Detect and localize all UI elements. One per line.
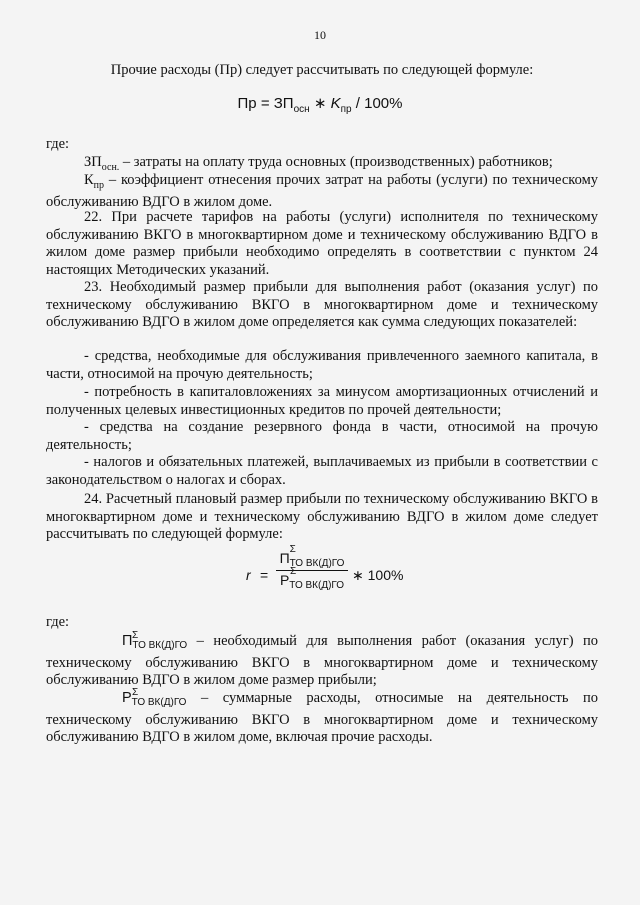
formula1-zp: ЗП xyxy=(273,95,294,112)
formula2-den-sigma: Σ xyxy=(289,566,297,577)
paragraph-22: 22. При расчете тарифов на работы (услуги) исполнителя по техническому обслуживанию ВКГО в многоквартирном доме и техническому обслуживанию ВДГО в жилом доме размер прибыли необходимо определять в соответствии с пунктом 24 настоящих Методических указаний. xyxy=(46,209,598,278)
def-k-sub: пр xyxy=(93,179,105,191)
bullet-reserve-fund: - средства на создание резервного фонда в части, относимой на прочую деятельность; xyxy=(46,419,598,453)
where-label-1: где: xyxy=(46,136,70,152)
formula1-eq: = xyxy=(260,95,270,112)
def-r-text: – суммарные расходы, относимые на деятельность по техническому обслуживанию ВКГО в многоквартирном доме и техническому обслуживанию ВДГО в жилом доме, включая прочие расходы. xyxy=(46,690,598,746)
def-p-sigma: Σ xyxy=(132,630,139,641)
formula-other-expenses xyxy=(0,94,640,115)
definition-k xyxy=(46,172,598,212)
formula1-lhs: Пр xyxy=(237,95,257,112)
def-r-sub: ТО ВК(Д)ГО xyxy=(131,697,187,708)
def-k-text: – коэффициент отнесения прочих затрат на работы (услуги) по техническому обслуживанию ВДГО в жилом доме. xyxy=(46,172,598,211)
fraction-bar xyxy=(276,570,348,571)
formula2-fraction xyxy=(276,544,348,591)
formula2-num-sigma: Σ xyxy=(289,544,296,555)
formula1-k: K xyxy=(330,95,341,112)
page-number: 10 xyxy=(314,28,326,42)
formula2-den-symbol: Р xyxy=(279,572,290,588)
formula1-tail: / 100% xyxy=(355,95,403,112)
where-label-2: где: xyxy=(46,614,70,630)
formula2-num-sub: ТО ВК(Д)ГО xyxy=(289,558,345,569)
def-zp-text: – затраты на оплату труда основных (производственных) работников; xyxy=(119,154,553,170)
def-p-sub: ТО ВК(Д)ГО xyxy=(132,640,188,651)
def-r-sigma: Σ xyxy=(132,687,139,698)
def-k-symbol: К xyxy=(84,172,94,188)
formula1-zp-sub: осн xyxy=(293,104,310,115)
def-p-symbol: П xyxy=(122,633,133,649)
intro-paragraph: Прочие расходы (Пр) следует рассчитывать по следующей формуле: xyxy=(110,62,534,78)
formula2-numerator xyxy=(276,544,348,569)
definition-profit xyxy=(46,630,598,690)
def-zp-sub: осн. xyxy=(101,161,120,173)
formula2-denominator xyxy=(276,566,348,591)
definition-expenses xyxy=(46,687,598,747)
def-r-symbol: Р xyxy=(122,690,132,706)
formula2-eq: = xyxy=(260,567,269,583)
def-p-text: – необходимый для выполнения работ (оказания услуг) по техническому обслуживанию ВКГО в многоквартирном доме и техническому обслуживанию ВДГО в жилом доме размер прибыли; xyxy=(46,633,598,689)
formula2-lhs: r xyxy=(246,567,251,583)
bullet-loan-capital: - средства, необходимые для обслуживания привлеченного заемного капитала, в части, относимой на прочую деятельность; xyxy=(46,348,598,382)
bullet-taxes: - налогов и обязательных платежей, выплачиваемых из прибыли в соответствии с законодательством о налогах и сборах. xyxy=(46,454,598,488)
formula2-mult: ∗ 100% xyxy=(352,567,404,583)
paragraph-24: 24. Расчетный плановый размер прибыли по техническому обслуживанию ВКГО в многоквартирном доме и техническому обслуживанию ВДГО в жилом доме следует рассчитывать по следующей формуле: xyxy=(46,491,598,543)
formula1-mult: ∗ xyxy=(313,95,327,112)
paragraph-23: 23. Необходимый размер прибыли для выполнения работ (оказания услуг) по техническому обслуживанию ВКГО в многоквартирном доме и техническому обслуживанию ВДГО в жилом доме определяется как сумма следующих показателей: xyxy=(46,279,598,331)
def-zp-symbol: ЗП xyxy=(84,154,102,170)
formula2-num-symbol: П xyxy=(279,550,290,566)
formula2-den-sub: ТО ВК(Д)ГО xyxy=(289,580,345,591)
bullet-capital-investment: - потребность в капиталовложениях за минусом амортизационных отчислений и полученных целевых инвестиционных кредитов по прочей деятельности; xyxy=(46,384,598,418)
formula1-k-sub: пр xyxy=(340,104,352,115)
